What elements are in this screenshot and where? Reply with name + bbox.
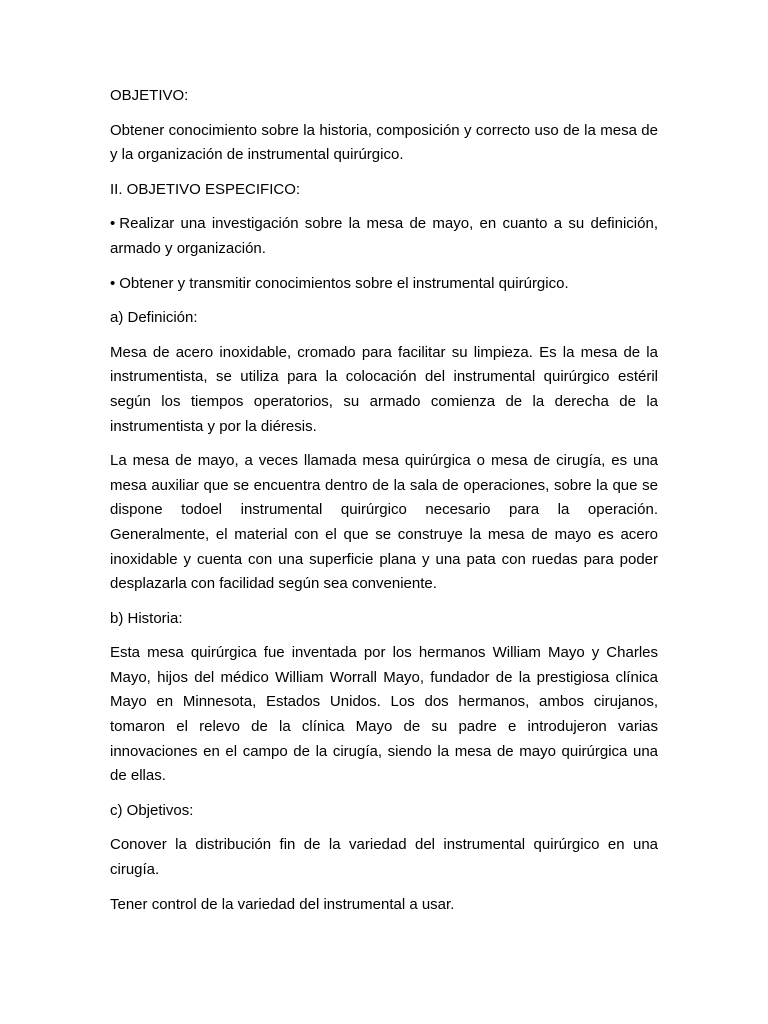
- bullet-symbol: •: [110, 215, 116, 233]
- objetivos-paragraph-2: Tener control de la variedad del instrumental a usar.: [110, 895, 455, 913]
- objetivos-paragraph-1: Conover la distribución fin de la variedad del instrumental quirúrgico en una cirugía.: [110, 836, 658, 879]
- bullet-text: Obtener y transmitir conocimientos sobre el instrumental quirúrgico.: [119, 274, 569, 292]
- objetivos-heading: c) Objetivos:: [110, 801, 194, 819]
- objetivo-especifico-heading: II. OBJETIVO ESPECIFICO:: [110, 180, 301, 198]
- definicion-heading: a) Definición:: [110, 309, 198, 327]
- bullet-text: Realizar una investigación sobre la mesa de mayo, en cuanto a su definición, armado y organización.: [110, 215, 658, 257]
- bullet-item-conocimientos: [110, 272, 658, 297]
- bullet-item-investigacion: [110, 212, 658, 261]
- historia-heading: b) Historia:: [110, 609, 183, 627]
- definicion-paragraph-1: Mesa de acero inoxidable, cromado para facilitar su limpieza. Es la mesa de la instrumentista, se utiliza para la colocación del instrumental quirúrgico estéril según los tiempos operatorios, su armado comienza de la derecha de la instrumentista y por la diéresis.: [110, 343, 658, 435]
- objetivo-heading: OBJETIVO:: [110, 87, 189, 104]
- bullet-symbol: •: [110, 274, 116, 292]
- definicion-paragraph-2: La mesa de mayo, a veces llamada mesa quirúrgica o mesa de cirugía, es una mesa auxiliar que se encuentra dentro de la sala de operaciones, sobre la que se dispone todoel instrumental quirúrgico necesario para la operación. Generalmente, el material con el que se construye la mesa de mayo es acero inoxidable y cuenta con una superficie plana y una pata con ruedas para poder desplazarla con facilidad según sea conveniente.: [110, 452, 658, 593]
- objetivo-text: Obtener conocimiento sobre la historia, composición y correcto uso de la mesa de y la organización de instrumental quirúrgico.: [110, 121, 658, 164]
- document-page: [110, 84, 658, 927]
- historia-paragraph: Esta mesa quirúrgica fue inventada por los hermanos William Mayo y Charles Mayo, hijos del médico William Worrall Mayo, fundador de la prestigiosa clínica Mayo en Minnesota, Estados Unidos. Los dos hermanos, ambos cirujanos, tomaron el relevo de la clínica Mayo de su padre e introdujeron varias innovaciones en el campo de la cirugía, siendo la mesa de mayo quirúrgica una de ellas.: [110, 644, 658, 785]
